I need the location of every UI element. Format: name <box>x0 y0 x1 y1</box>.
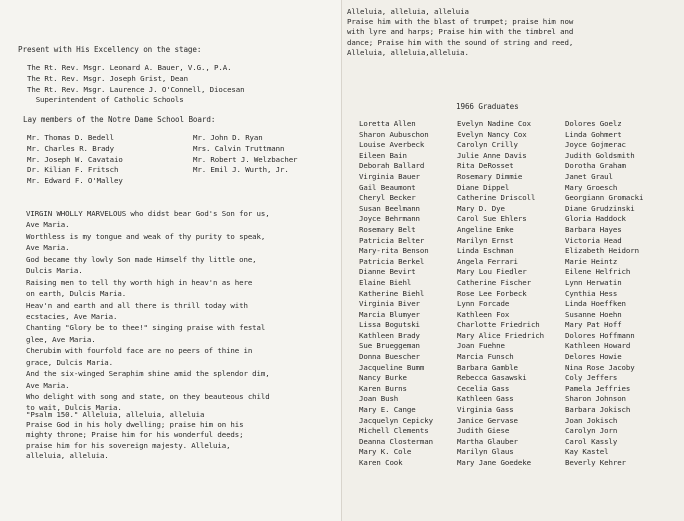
hymn-line: God became thy lowly Son made Himself thy little one, <box>26 254 257 264</box>
psalm-line: alleluia, alleluia. <box>26 450 109 460</box>
graduate-name: Louise Averbeck <box>359 140 425 150</box>
graduate-name: Diane Dippel <box>457 182 510 192</box>
graduate-name: Kathleen Gass <box>457 394 514 404</box>
board-heading: Lay members of the Notre Dame School Board: <box>23 115 216 124</box>
graduate-name: Patricia Belter <box>359 235 425 245</box>
graduate-name: Diane Grudzinski <box>565 203 635 213</box>
graduate-name: Rosemary Belt <box>359 224 416 234</box>
graduate-name: Carolyn Jorn <box>565 426 618 436</box>
graduate-name: Carolyn Crilly <box>457 140 518 150</box>
board-member: Mr. Robert J. Welzbacher <box>193 154 298 164</box>
graduate-name: Angeline Emke <box>457 224 514 234</box>
graduate-name: Michell Clements <box>359 426 429 436</box>
graduate-name: Joyce Behrmann <box>359 214 420 224</box>
graduate-name: Lynn Forcade <box>457 299 510 309</box>
graduate-name: Rosemary Dimmie <box>457 171 523 181</box>
board-members-col1 <box>27 133 123 187</box>
hymn-line: Ave Maria. <box>26 220 70 230</box>
graduate-name: Linda Eschman <box>457 246 514 256</box>
graduate-name: Gail Beaumont <box>359 182 416 192</box>
graduate-name: Mary Pat Hoff <box>565 320 622 330</box>
hymn-line: And the six-winged Seraphim shine amid the splendor dim, <box>26 369 270 379</box>
board-member: Mrs. Calvin Truttmann <box>193 143 285 153</box>
hymn-line: Worthless is my tongue and weak of thy purity to speak, <box>26 231 266 241</box>
graduate-name: Kathleen Fox <box>457 309 510 319</box>
graduate-name: Donna Buescher <box>359 352 420 362</box>
hymn-line: Who delight with song and state, on they beauteous child <box>26 392 270 401</box>
board-member: Mr. Edward F. O'Malley <box>27 176 123 186</box>
graduate-name: Marcia Blumyer <box>359 309 420 319</box>
graduate-name: Karen Cook <box>359 458 403 467</box>
graduate-name: Virginia Biver <box>359 299 420 309</box>
graduate-name: Janice Gervase <box>457 415 518 425</box>
graduate-name: Cecelia Gass <box>457 383 510 393</box>
hymn-line: VIRGIN WHOLLY MARVELOUS who didst bear God's Son for us, <box>26 209 270 218</box>
graduate-name: Mary Lou Fiedler <box>457 267 527 277</box>
graduate-name: Jacqueline Bumm <box>359 362 425 372</box>
graduate-name: Nancy Burke <box>359 373 407 383</box>
psalm-line: Alleluia, alleluia,alleluia. <box>347 47 469 57</box>
graduate-name: Gloria Haddock <box>565 214 626 224</box>
graduate-name: Joan Jokisch <box>565 415 618 425</box>
graduates-col1 <box>359 119 433 469</box>
board-members-col2 <box>193 133 297 176</box>
graduate-name: Sue Brueggeman <box>359 341 420 351</box>
stage-members-list <box>27 63 244 106</box>
hymn-line: Heav'n and earth and all there is thrill today with <box>26 300 248 310</box>
graduate-name: Dolores Goelz <box>565 119 622 128</box>
graduate-name: Marilyn Ernst <box>457 235 514 245</box>
graduate-name: Deanna Closterman <box>359 436 433 446</box>
psalm-line: praise him for his sovereign majesty. Alleluia, <box>26 440 231 450</box>
hymn-line: Ave Maria. <box>26 380 70 390</box>
graduate-name: Sharon Johnson <box>565 394 626 404</box>
graduate-name: Karen Burns <box>359 383 407 393</box>
stage-member: The Rt. Rev. Msgr. Joseph Grist, Dean <box>27 73 188 83</box>
graduate-name: Jacquelyn Cepicky <box>359 415 433 425</box>
hymn-line: to wait, Dulcis Maria. <box>26 403 122 413</box>
graduate-name: Catherine Driscoll <box>457 193 536 203</box>
graduate-name: Katherine Biehl <box>359 288 425 298</box>
graduate-name: Kathleen Brady <box>359 330 420 340</box>
graduate-name: Dolores Hoffmann <box>565 330 635 340</box>
graduate-name: Georgiann Gromacki <box>565 193 644 203</box>
graduate-name: Barbara Gamble <box>457 362 518 372</box>
graduate-name: Barbara Jokisch <box>565 405 631 415</box>
graduate-name: Marcia Funsch <box>457 352 514 362</box>
graduate-name: Loretta Allen <box>359 119 416 128</box>
psalm-continued <box>347 7 573 58</box>
hymn-line: Ave Maria. <box>26 243 70 253</box>
psalm-line: Praise him with the blast of trumpet; praise him now <box>347 17 574 27</box>
board-member: Mr. Thomas D. Bedell <box>27 133 114 142</box>
graduate-name: Marilyn Glaus <box>457 447 514 457</box>
graduate-name: Mary K. Cole <box>359 447 412 457</box>
graduate-name: Eilene Helfrich <box>565 267 631 277</box>
board-member: Dr. Kilian F. Fritsch <box>27 165 119 175</box>
graduate-name: Mary Groesch <box>565 182 618 192</box>
hymn-line: Dulcis Maria. <box>26 266 83 276</box>
graduate-name: Rebecca Gasawski <box>457 373 527 383</box>
graduate-name: Sharon Aubuschon <box>359 129 429 139</box>
graduate-name: Kathleen Howard <box>565 341 631 351</box>
hymn-line: Raising men to tell thy worth high in heav'n as here <box>26 277 253 287</box>
graduate-name: Elizabeth Heidorn <box>565 246 639 256</box>
graduates-heading: 1966 Graduates <box>456 102 519 111</box>
graduate-name: Janet Graul <box>565 171 613 181</box>
graduate-name: Rita DeRosset <box>457 161 514 171</box>
graduate-name: Mary E. Cange <box>359 405 416 415</box>
board-member: Mr. John D. Ryan <box>193 133 263 142</box>
graduate-name: Angela Ferrari <box>457 256 518 266</box>
graduate-name: Joan Fuehne <box>457 341 505 351</box>
graduate-name: Marie Heintz <box>565 256 618 266</box>
graduate-name: Barbara Hayes <box>565 224 622 234</box>
graduate-name: Pamela Jeffries <box>565 383 631 393</box>
graduate-name: Mary D. Dye <box>457 203 505 213</box>
graduate-name: Judith Goldsmith <box>565 150 635 160</box>
psalm-line: Praise God in his holy dwelling; praise him on his <box>26 420 244 430</box>
hymn-line: glee, Ave Maria. <box>26 334 96 344</box>
psalm-line: mighty throne; Praise him for his wonderful deeds; <box>26 430 244 440</box>
graduate-name: Cheryl Becker <box>359 193 416 203</box>
hymn-line: ecstacies, Ave Maria. <box>26 311 118 321</box>
psalm-line: with lyre and harps; Praise him with the timbrel and <box>347 27 574 37</box>
graduate-name: Mary Jane Goedeke <box>457 458 531 467</box>
graduate-name: Elaine Biehl <box>359 277 412 287</box>
graduate-name: Carol Kassly <box>565 436 618 446</box>
graduate-name: Coly Jeffers <box>565 373 618 383</box>
hymn-line: Cherubim with fourfold face are no peers of thine in <box>26 346 253 356</box>
graduate-name: Joyce Gojmerac <box>565 140 626 150</box>
graduate-name: Martha Glauber <box>457 436 518 446</box>
graduate-name: Lynn Herwatin <box>565 277 622 287</box>
psalm-line: Alleluia, alleluia, alleluia <box>347 7 469 16</box>
board-member: Mr. Charles R. Brady <box>27 143 114 153</box>
graduate-name: Evelyn Nancy Cox <box>457 129 527 139</box>
graduate-name: Dorotha Graham <box>565 161 626 171</box>
right-program-page <box>342 0 684 521</box>
graduate-name: Catherine Fischer <box>457 277 531 287</box>
graduate-name: Virginia Gass <box>457 405 514 415</box>
graduate-name: Nina Rose Jacoby <box>565 362 635 372</box>
stage-member: The Rt. Rev. Msgr. Laurence J. O'Connell, Diocesan <box>27 84 245 94</box>
graduate-name: Eileen Bain <box>359 150 407 160</box>
psalm-line: dance; Praise him with the sound of string and reed, <box>347 37 574 47</box>
graduates-col3 <box>565 119 643 469</box>
hymn-line: grace, Dulcis Maria. <box>26 357 113 367</box>
graduate-name: Victoria Head <box>565 235 622 245</box>
graduate-name: Mary-rita Benson <box>359 246 429 256</box>
stage-member: Superintendent of Catholic Schools <box>27 95 184 105</box>
graduate-name: Patricia Berkel <box>359 256 425 266</box>
graduate-name: Cynthia Hess <box>565 288 618 298</box>
psalm-line: "Psalm 150." Alleluia, alleluia, alleluia <box>26 410 205 419</box>
board-member: Mr. Joseph W. Cavataio <box>27 154 123 164</box>
graduates-col2 <box>457 119 544 469</box>
graduate-name: Kay Kastel <box>565 447 609 457</box>
graduate-name: Linda Hoeffken <box>565 299 626 309</box>
stage-heading: Present with His Excellency on the stage: <box>18 45 202 54</box>
graduate-name: Mary Alice Friedrich <box>457 330 544 340</box>
graduate-name: Linda Gohmert <box>565 129 622 139</box>
graduate-name: Carol Sue Ehlers <box>457 214 527 224</box>
hymn-line: Chanting "Glory be to thee!" singing praise with festal <box>26 323 266 333</box>
hymn-text <box>26 208 270 414</box>
psalm-text <box>26 410 243 461</box>
graduate-name: Delores Howie <box>565 352 622 362</box>
graduate-name: Judith Giese <box>457 426 510 436</box>
graduate-name: Virginia Bauer <box>359 171 420 181</box>
graduate-name: Deborah Ballard <box>359 161 425 171</box>
board-member: Mr. Emil J. Wurth, Jr. <box>193 165 289 175</box>
graduate-name: Beverly Kehrer <box>565 458 626 467</box>
graduate-name: Joan Bush <box>359 394 399 404</box>
graduate-name: Lissa Bogutski <box>359 320 420 330</box>
graduate-name: Evelyn Nadine Cox <box>457 119 531 128</box>
graduate-name: Susanne Hoehn <box>565 309 622 319</box>
graduate-name: Susan Beelmann <box>359 203 420 213</box>
stage-member: The Rt. Rev. Msgr. Leonard A. Bauer, V.G., P.A. <box>27 63 232 72</box>
hymn-line: on earth, Dulcis Maria. <box>26 289 127 299</box>
graduate-name: Charlotte Friedrich <box>457 320 540 330</box>
graduate-name: Julie Anne Davis <box>457 150 527 160</box>
graduate-name: Dianne Bevirt <box>359 267 416 277</box>
graduate-name: Rose Lee Forbeck <box>457 288 527 298</box>
